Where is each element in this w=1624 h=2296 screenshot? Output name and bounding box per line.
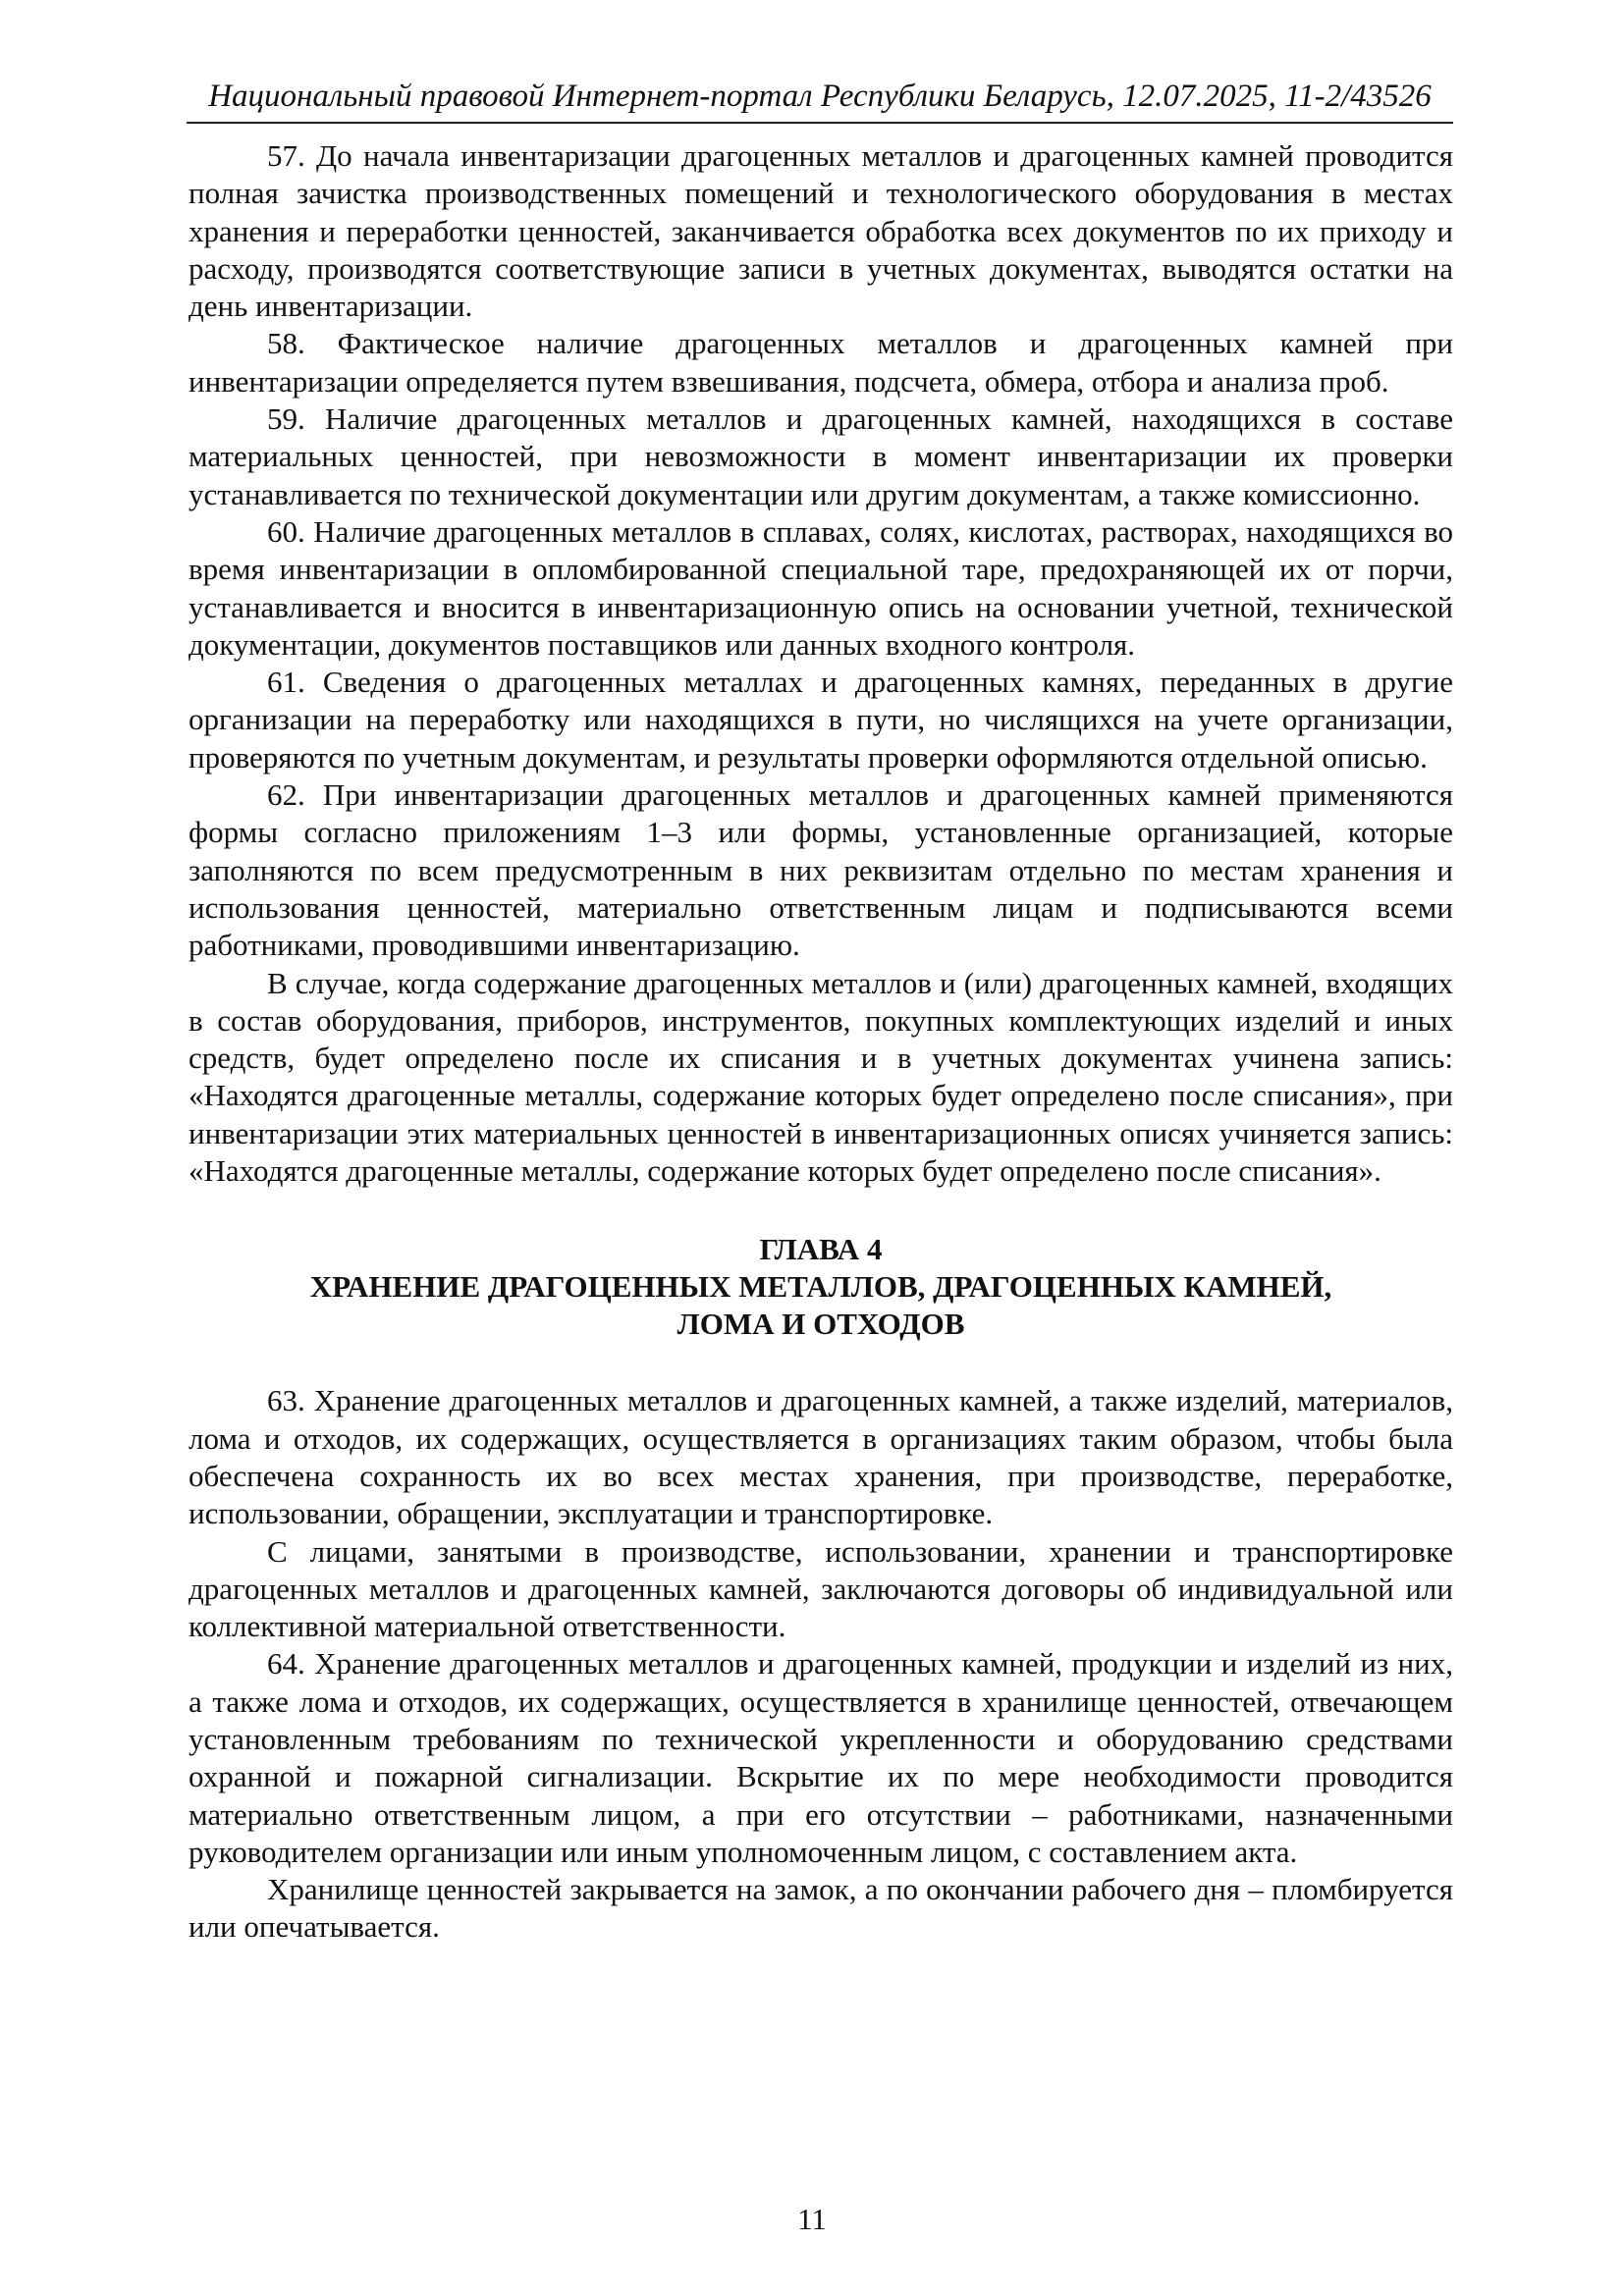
chapter-number: ГЛАВА 4	[759, 1232, 883, 1267]
paragraph-62: 62. При инвентаризации драгоценных металлов и драгоценных камней применяются формы согласно приложениям 1–3 или формы, установленные организацией, которые заполняются по всем предусмотренным в них реквизитам отдельно по местам хранения и использования ценностей, материально ответственным лицам и подписываются всеми работниками, проводившими инвентаризацию.	[189, 777, 1453, 963]
paragraph-64-continuation: Хранилище ценностей закрывается на замок, а по окончании рабочего дня – пломбируется или опечатывается.	[189, 1872, 1453, 1945]
paragraph-60: 60. Наличие драгоценных металлов в сплавах, солях, кислотах, растворах, находящихся во время инвентаризации в опломбированной специальной таре, предохраняющей их от порчи, устанавливается и вносится в инвентаризационную опись на основании учетной, технической документации, документов поставщиков или данных входного контроля.	[189, 513, 1453, 662]
chapter-title-line-1: ХРАНЕНИЕ ДРАГОЦЕННЫХ МЕТАЛЛОВ, ДРАГОЦЕННЫХ КАМНЕЙ,	[309, 1269, 1332, 1305]
paragraph-59: 59. Наличие драгоценных металлов и драгоценных камней, находящихся в составе материальных ценностей, при невозможности в момент инвентаризации их проверки устанавливается по технической документации или другим документам, а также комиссионно.	[189, 401, 1453, 511]
paragraph-63-continuation: С лицами, занятыми в производстве, использовании, хранении и транспортировке драгоценных металлов и драгоценных камней, заключаются договоры об индивидуальной или коллективной материальной ответственности.	[189, 1533, 1453, 1644]
paragraph-62-continuation: В случае, когда содержание драгоценных металлов и (или) драгоценных камней, входящих в состав оборудования, приборов, инструментов, покупных комплектующих изделий и иных средств, будет определено после их списания и в учетных документах учинена запись: «Находятся драгоценные металлы, содержание которых будет определено после списания», при инвентаризации этих материальных ценностей в инвентаризационных описях учиняется запись: «Находятся драгоценные металлы, содержание которых будет определено после списания».	[189, 965, 1453, 1189]
page-header: Национальный правовой Интернет-портал Республики Беларусь, 12.07.2025, 11-2/43526	[187, 77, 1453, 124]
paragraph-61: 61. Сведения о драгоценных металлах и драгоценных камнях, переданных в другие организации на переработку или находящихся в пути, но числящихся на учете организации, проверяются по учетным документам, и результаты проверки оформляются отдельной описью.	[189, 665, 1453, 774]
page-number: 11	[797, 2202, 827, 2236]
chapter-heading	[189, 1231, 1453, 1343]
paragraph-58: 58. Фактическое наличие драгоценных металлов и драгоценных камней при инвентаризации определяется путем взвешивания, подсчета, обмера, отбора и анализа проб.	[189, 326, 1453, 399]
paragraph-63: 63. Хранение драгоценных металлов и драгоценных камней, а также изделий, материалов, лома и отходов, их содержащих, осуществляется в организациях таким образом, чтобы была обеспечена сохранность их во всех местах хранения, при производстве, переработке, использовании, обращении, эксплуатации и транспортировке.	[189, 1383, 1453, 1531]
paragraph-57: 57. До начала инвентаризации драгоценных металлов и драгоценных камней проводится полная зачистка производственных помещений и технологического оборудования в местах хранения и переработки ценностей, заканчивается обработка всех документов по их приходу и расходу, производятся соответствующие записи в учетных документах, выводятся остатки на день инвентаризации.	[189, 138, 1453, 324]
document-body	[189, 137, 1453, 1947]
paragraph-64: 64. Хранение драгоценных металлов и драгоценных камней, продукции и изделий из них, а также лома и отходов, их содержащих, осуществляется в хранилище ценностей, отвечающем установленным требованиям по технической укрепленности и оборудованию средствами охранной и пожарной сигнализации. Вскрытие их по мере необходимости проводится материально ответственным лицом, а при его отсутствии – работниками, назначенными руководителем организации или иным уполномоченным лицом, с составлением акта.	[189, 1646, 1453, 1869]
chapter-title-line-2: ЛОМА И ОТХОДОВ	[677, 1307, 965, 1342]
